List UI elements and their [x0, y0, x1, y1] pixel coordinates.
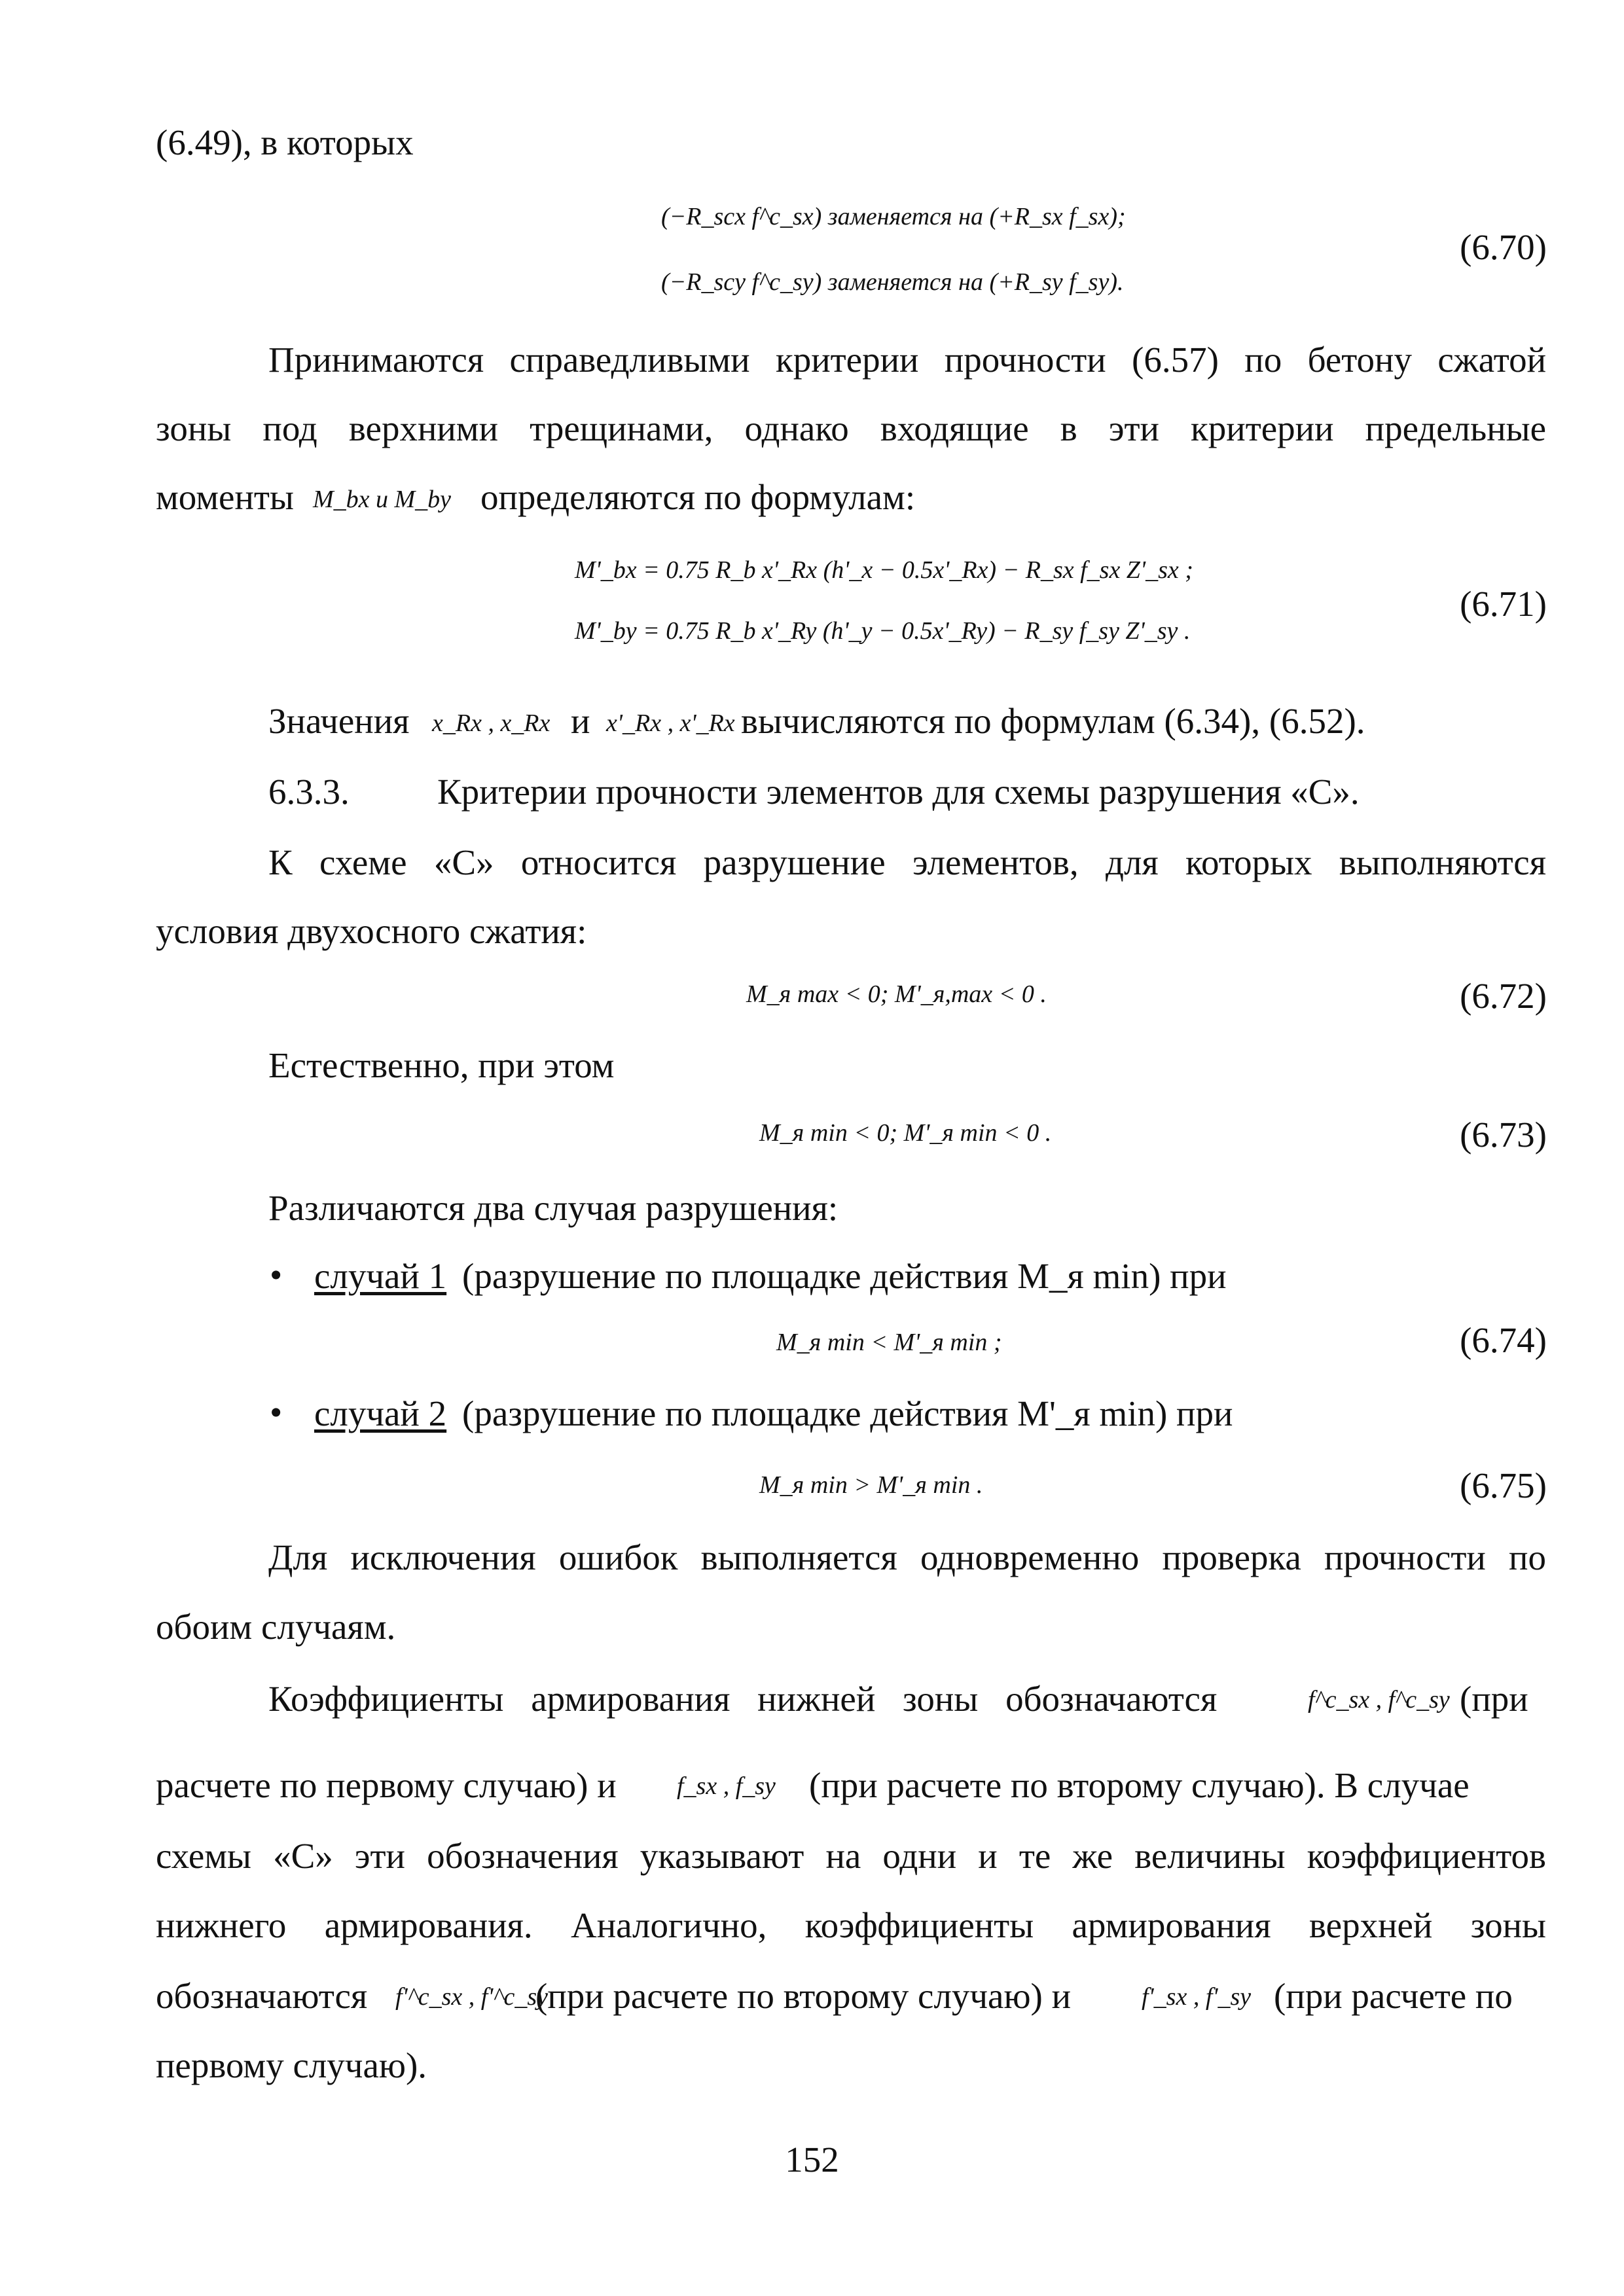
case-1-label: случай 1 [314, 1256, 447, 1296]
equation-number: (6.70) [1460, 227, 1547, 267]
paragraph-line-end: определяются по формулам: [480, 477, 916, 517]
formula-6-73: M_я min < 0; M'_я min < 0 . [759, 1119, 1052, 1147]
text-line: (6.49), в которых [156, 122, 414, 162]
formula-6-70-line-1: (−R_scx f^c_sx) заменяется на (+R_sx f_sx); [661, 203, 1126, 230]
formula-6-72: M_я max < 0; M'_я,max < 0 . [746, 980, 1047, 1008]
text-segment: (при [1460, 1679, 1528, 1719]
bullet-icon: • [270, 1255, 283, 1295]
bullet-text: (разрушение по площадке действия M_я min) при [462, 1256, 1227, 1296]
text-segment: Коэффициенты армирования нижней зоны обозначаются [268, 1679, 1218, 1719]
page-number: 152 [785, 2140, 839, 2179]
paragraph-line: Естественно, при этом [268, 1045, 615, 1085]
text-segment: и [571, 701, 590, 741]
inline-formula: x_Rx , x_Rx [432, 709, 550, 737]
text-segment: вычисляются по формулам (6.34), (6.52). [741, 701, 1365, 741]
paragraph-line: Принимаются справедливыми критерии прочности (6.57) по бетону сжатой [268, 340, 1546, 380]
formula-6-71-line-2: M'_by = 0.75 R_b x'_Ry (h'_y − 0.5x'_Ry) − R_sy f_sy Z'_sy . [575, 617, 1191, 645]
paragraph-line: схемы «С» эти обозначения указывают на одни и те же величины коэффициентов [156, 1836, 1546, 1876]
paragraph-line: условия двухосного сжатия: [156, 911, 587, 951]
inline-formula: f^c_sx , f^c_sy [1308, 1686, 1450, 1713]
paragraph-line: Различаются два случая разрушения: [268, 1188, 839, 1228]
paragraph-line: нижнего армирования. Аналогично, коэффициенты армирования верхней зоны [156, 1905, 1546, 1945]
case-2-label: случай 2 [314, 1393, 447, 1433]
equation-number: (6.72) [1460, 976, 1547, 1016]
paragraph-line: первому случаю). [156, 2045, 427, 2085]
equation-number: (6.73) [1460, 1115, 1547, 1155]
paragraph-line: обоим случаям. [156, 1607, 396, 1647]
text-segment: обозначаются [156, 1976, 368, 2016]
paragraph-line-start: моменты [156, 477, 294, 517]
formula-6-74: M_я min < M'_я min ; [776, 1329, 1002, 1356]
formula-6-70-line-2: (−R_scy f^c_sy) заменяется на (+R_sy f_sy). [661, 268, 1124, 296]
inline-formula: f'^c_sx , f'^c_sy [395, 1983, 548, 2011]
formula-6-75: M_я min > M'_я min . [759, 1471, 983, 1499]
inline-formula: f_sx , f_sy [677, 1772, 776, 1800]
section-title: Критерии прочности элементов для схемы разрушения «С». [437, 772, 1360, 812]
paragraph-line: зоны под верхними трещинами, однако входящие в эти критерии предельные [156, 408, 1546, 448]
bullet-icon: • [270, 1392, 283, 1432]
inline-formula: M_bx и M_by [313, 486, 452, 513]
formula-6-71-line-1: M'_bx = 0.75 R_b x'_Rx (h'_x − 0.5x'_Rx) − R_sx f_sx Z'_sx ; [575, 556, 1193, 584]
equation-number: (6.74) [1460, 1320, 1547, 1360]
paragraph-line: Для исключения ошибок выполняется одновременно проверка прочности по [268, 1537, 1546, 1577]
text-segment: (при расчете по второму случаю). В случае [809, 1765, 1470, 1805]
section-number: 6.3.3. [268, 772, 350, 812]
paragraph-line: К схеме «С» относится разрушение элементов, для которых выполняются [268, 842, 1546, 882]
equation-number: (6.75) [1460, 1465, 1547, 1505]
inline-formula: f'_sx , f'_sy [1142, 1983, 1252, 2011]
bullet-text: (разрушение по площадке действия M'_я min) при [462, 1393, 1233, 1433]
text-segment: (при расчете по [1274, 1976, 1513, 2016]
equation-number: (6.71) [1460, 584, 1547, 624]
text-segment: расчете по первому случаю) и [156, 1765, 617, 1805]
text-segment: Значения [268, 701, 410, 741]
text-segment: (при расчете по второму случаю) и [535, 1976, 1072, 2016]
inline-formula: x'_Rx , x'_Rx [606, 709, 735, 737]
